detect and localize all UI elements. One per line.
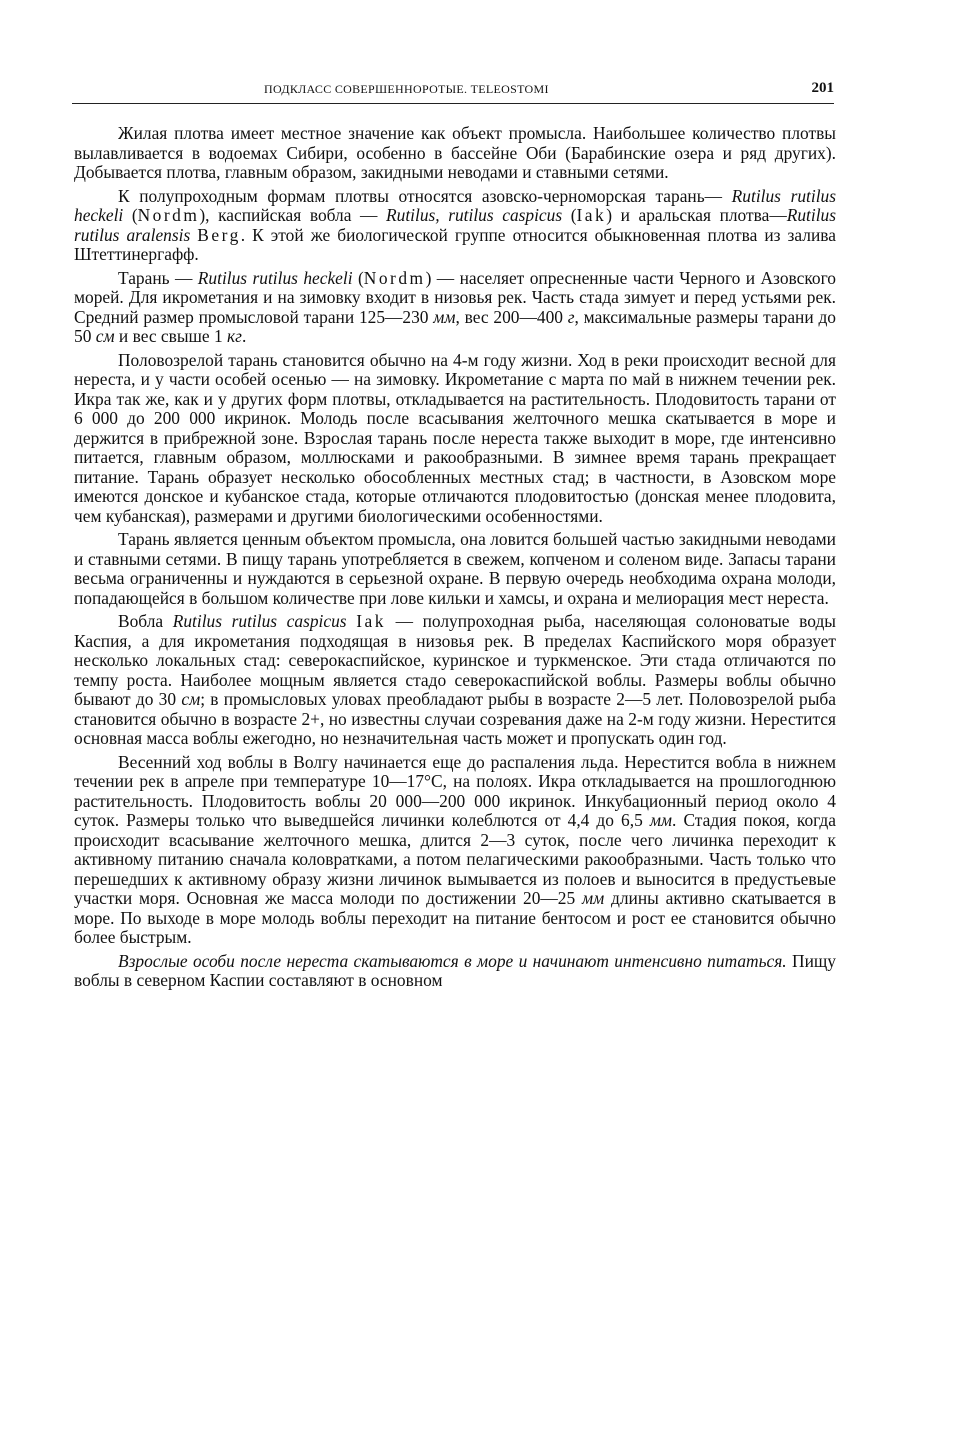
text-run: Вобла [118,611,173,631]
paragraph [74,753,836,948]
text-run: Жилая плотва имеет местное значение как объект промысла. Наибольшее количество плотвы вылавливается в водоемах Сибири, особенно в бассейне Оби (Барабинские озера и ряд других). Добывается плотва, главным образом, закидными неводами и ставными сетями. [74,123,836,182]
text-run: ( [562,205,577,225]
running-title: ПОДКЛАСС СОВЕРШЕННОРОТЫЕ. TELEOSTOMI [264,82,549,96]
italic-run: см [181,689,201,709]
text-run: Тарань — [118,267,198,288]
text-run: Весенний ход воблы в Волгу начинается еще до распаления льда. Нерестится вобла в нижнем течении рек в апреле при температуре 10—17°С, на полоях. Икра откладывается на прошлогоднюю растительность. Плодовитость воблы 20 000—200 000 икринок. Инкубационный период около 4 суток. Размеры только что выведшейся личинки колеблются от 4,4 до 6,5 [74,751,836,830]
author-name: Nordm [137,205,200,225]
italic-run: кг [227,326,242,346]
text-run: . К этой же биологической группе относится обыкновенная плотва из залива Штеттинергафф. [74,224,836,264]
body-text [74,124,836,995]
italic-run: мм [649,810,673,830]
italic-run: Rutilus rutilus heckeli [74,185,836,225]
text-run: ; в промысловых уловах преобладают рыбы в возрасте 2—5 лет. Половозрелой рыба становится обычно в возрасте 2+, но известны случаи созревания даже на 2-м году жизни. Нерестится основная масса воблы ежегодно, но незначительная часть может и пропускать один год. [74,689,836,748]
italic-run: Rutilus rutilus heckeli [197,267,353,288]
text-run: ( [123,205,138,225]
text-run: Пищу воблы в северном Каспии составляют в основном [74,950,836,990]
text-run: Тарань является ценным объектом промысла, она ловится большей частью закидными неводами и ставными сетями. В пищу тарань употребляется в свежем, копченом и соленом виде. Запасы тарани весьма ограниченны и нуждаются в серьезной охране. В первую очередь необходима охрана молоди, попадающейся в большом количестве при лове кильки и хамсы, и охрана и мелиорация мест нереста. [74,529,836,608]
paragraph [74,952,836,991]
text-run: . Стадия покоя, когда происходит всасывание желточного мешка, длится 2—3 суток, после чего личинка переходит к активному питанию сначала коловратками, а потом пелагическими ракообразными. Часть только что перешедших к активному образу жизни личинок вымывается из полоев и выносится в предустьевые участки моря. Основная же масса молоди по достижении 20—25 [74,810,836,908]
italic-run: г [567,306,575,327]
text-run: Половозрелой тарань становится обычно на 4-м году жизни. Ход в реки происходит весной для нереста, и у части особей осенью — на зимовку. Икрометание с марта по май в нижнем течении рек. Икра так же, как и у других форм плотвы, откладывается на растительность. Плодовитость тарани от 6 000 до 200 000 икринок. Молодь после всасывания желточного мешка скатывается в море и держится в прибрежной зоне. Взрослая тарань после нереста также выходит в море, где интенсивно питается, главным образом, моллюсками и ракообразными. В зимнее время тарань прекращает питание. Тарань образует несколько обособленных местных стад; в частности, в Азовском море имеются донское и кубанское стада, которые отличаются плодовитостью (донская менее плодовита, чем кубанская), размерами и другими биологическими особенностями. [74,349,836,526]
text-run: . [241,326,247,346]
italic-run: мм [582,888,605,908]
text-run: ), каспийская вобла — [199,205,387,225]
text-run: К полупроходным формам плотвы относятся азовско-черноморская тарань— [118,185,732,206]
paragraph [74,187,836,265]
italic-run: мм [433,306,456,327]
paragraph [74,351,836,527]
text-run: — полупроходная рыба, населяющая солоноватые воды Каспия, а для икрометания подходящая в низовья рек. В пределах Каспийского моря образует несколько локальных стад: северокаспийское, куринское и туркменское. Эти стада отличаются по темпу роста. Наиболее мощным является стадо северокаспийской воблы. Размеры воблы обычно бывают до 30 [74,611,836,709]
text-run: , вес 200—400 [455,306,568,327]
author-name: Iak [576,205,607,225]
author-name: Berg [197,224,241,245]
italic-run: Взрослые особи после нереста скатываются в море и начинают интенсивно питаться. [118,950,787,971]
paragraph [74,269,836,347]
text-run: и вес свыше 1 [114,326,228,346]
paragraph [74,530,836,608]
header-rule [72,103,834,104]
text-run: ) — населяет опресненные части Черного и Азовского морей. Для икрометания и на зимовку входит в низовья рек. Часть стада зимует и перед устьями рек. Средний размер промысловой тарани 125—230 [74,267,836,327]
text-run: ) и аральская плотва— [606,205,787,225]
author-name: Nordm [363,267,426,288]
page-header [72,82,834,100]
italic-run: Rutilus rutilus aralensis [74,205,836,245]
page-number: 201 [811,80,834,96]
text-run [347,611,357,631]
paragraph [74,124,836,183]
italic-run: Rutilus rutilus caspicus [172,611,347,631]
text-run: , максимальные размеры тарани до 50 [74,306,836,346]
author-name: Iak [356,611,386,631]
paragraph [74,612,836,749]
italic-run: Rutilus, rutilus caspicus [386,205,563,225]
text-run: длины активно скатывается в море. По выходе в море молодь воблы переходит на питание бентосом и рост ее становится обычно более быстрым. [74,888,836,947]
italic-run: см [95,326,115,346]
text-run: ( [352,267,364,288]
